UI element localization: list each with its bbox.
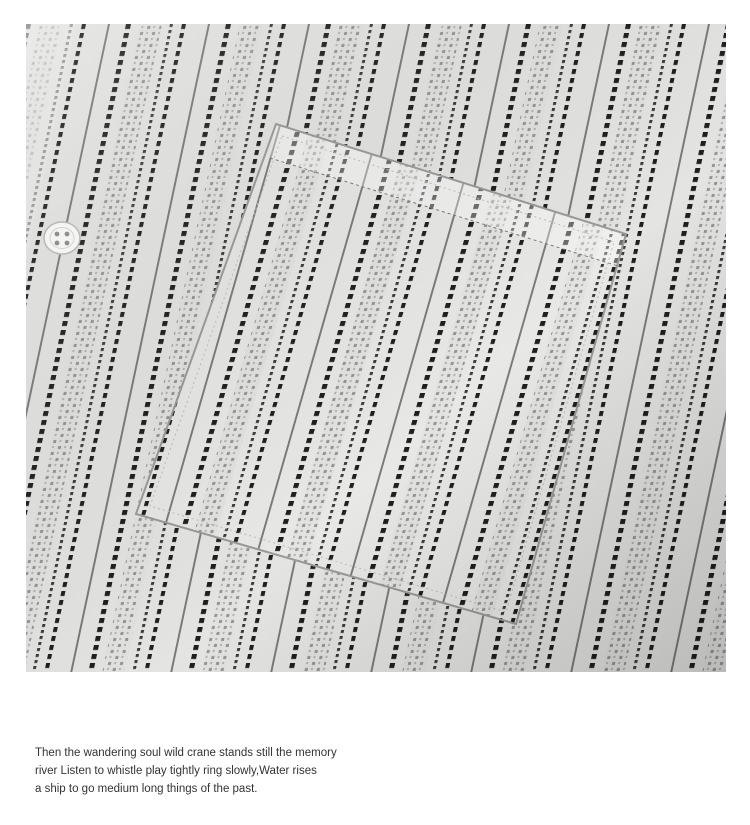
product-caption	[35, 744, 455, 798]
shirt-button	[44, 222, 80, 254]
caption-line-2: river Listen to whistle play tightly ring slowly,Water rises	[35, 765, 317, 777]
caption-line-1: Then the wandering soul wild crane stands still the memory	[35, 747, 337, 759]
caption-line-3: a ship to go medium long things of the past.	[35, 783, 258, 795]
product-photo	[26, 24, 726, 672]
